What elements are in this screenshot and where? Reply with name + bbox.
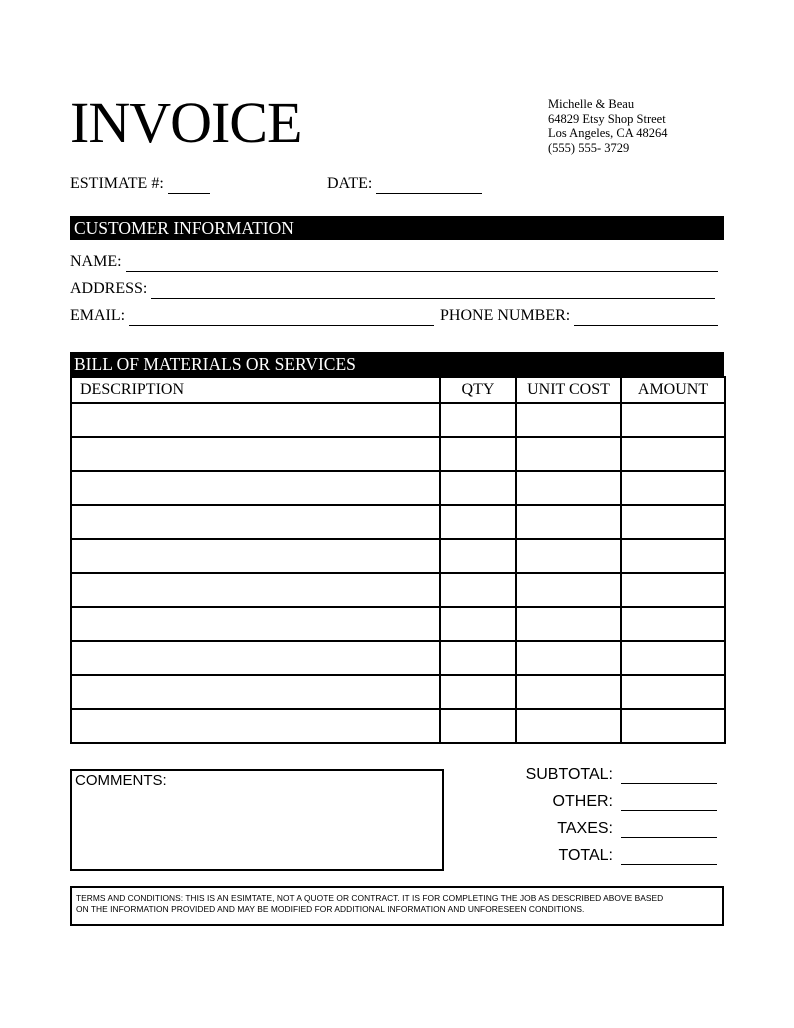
description-cell[interactable]: [71, 641, 440, 675]
amount-cell[interactable]: [621, 437, 725, 471]
description-cell[interactable]: [71, 675, 440, 709]
description-cell[interactable]: [71, 573, 440, 607]
unit-cost-cell[interactable]: [516, 607, 621, 641]
column-header-description: DESCRIPTION: [71, 377, 440, 403]
customer-information-heading: CUSTOMER INFORMATION: [70, 216, 724, 240]
customer-address-label: ADDRESS:: [70, 280, 148, 297]
terms-line-2: ON THE INFORMATION PROVIDED AND MAY BE MODIFIED FOR ADDITIONAL INFORMATION AND UNFORESEEN CONDITIONS.: [76, 904, 585, 914]
amount-cell[interactable]: [621, 471, 725, 505]
table-row: [71, 675, 725, 709]
estimate-number-line[interactable]: [168, 179, 210, 194]
amount-cell[interactable]: [621, 641, 725, 675]
description-cell[interactable]: [71, 437, 440, 471]
date-line[interactable]: [376, 179, 482, 194]
customer-name-line[interactable]: [126, 257, 718, 272]
date-field: [327, 174, 482, 194]
amount-cell[interactable]: [621, 709, 725, 743]
estimate-number-label: ESTIMATE #:: [70, 175, 164, 192]
table-row: [71, 573, 725, 607]
bill-of-materials-heading: BILL OF MATERIALS OR SERVICES: [70, 352, 724, 376]
column-header-unit-cost: UNIT COST: [516, 377, 621, 403]
column-header-amount: AMOUNT: [621, 377, 725, 403]
other-label: OTHER:: [552, 793, 613, 810]
taxes-line[interactable]: [621, 823, 717, 838]
page-title: INVOICE: [70, 90, 302, 155]
taxes-field: [557, 820, 717, 838]
bill-of-materials-table: [70, 376, 726, 744]
customer-phone-line[interactable]: [574, 311, 718, 326]
description-cell[interactable]: [71, 403, 440, 437]
customer-email-field: [70, 306, 434, 326]
unit-cost-cell[interactable]: [516, 641, 621, 675]
qty-cell[interactable]: [440, 505, 516, 539]
amount-cell[interactable]: [621, 675, 725, 709]
table-row: [71, 437, 725, 471]
other-line[interactable]: [621, 796, 717, 811]
unit-cost-cell[interactable]: [516, 675, 621, 709]
qty-cell[interactable]: [440, 471, 516, 505]
description-cell[interactable]: [71, 539, 440, 573]
company-phone: (555) 555- 3729: [548, 140, 630, 155]
table-row: [71, 641, 725, 675]
table-row: [71, 607, 725, 641]
estimate-number-field: [70, 174, 210, 194]
comments-box[interactable]: [70, 769, 444, 871]
amount-cell[interactable]: [621, 403, 725, 437]
subtotal-line[interactable]: [621, 769, 717, 784]
column-header-qty: QTY: [440, 377, 516, 403]
qty-cell[interactable]: [440, 709, 516, 743]
qty-cell[interactable]: [440, 607, 516, 641]
customer-address-line[interactable]: [151, 284, 715, 299]
amount-cell[interactable]: [621, 607, 725, 641]
company-city: Los Angeles, CA 48264: [548, 126, 668, 140]
company-street: 64829 Etsy Shop Street: [548, 111, 666, 126]
table-header-row: [71, 377, 725, 403]
company-address-block: [548, 97, 667, 155]
table-row: [71, 505, 725, 539]
qty-cell[interactable]: [440, 403, 516, 437]
description-cell[interactable]: [71, 709, 440, 743]
unit-cost-cell[interactable]: [516, 505, 621, 539]
customer-email-line[interactable]: [129, 311, 434, 326]
unit-cost-cell[interactable]: [516, 437, 621, 471]
description-cell[interactable]: [71, 471, 440, 505]
total-label: TOTAL:: [558, 847, 613, 864]
unit-cost-cell[interactable]: [516, 471, 621, 505]
customer-phone-field: [440, 306, 718, 326]
date-label: DATE:: [327, 175, 373, 192]
customer-phone-label: PHONE NUMBER:: [440, 307, 571, 324]
subtotal-label: SUBTOTAL:: [525, 766, 613, 783]
customer-name-label: NAME:: [70, 253, 122, 270]
customer-email-label: EMAIL:: [70, 307, 126, 324]
unit-cost-cell[interactable]: [516, 403, 621, 437]
terms-line-1: TERMS AND CONDITIONS: THIS IS AN ESIMTATE, NOT A QUOTE OR CONTRACT. IT IS FOR COMPLETING THE JOB AS DESCRIBED ABOVE BASED: [76, 893, 664, 903]
unit-cost-cell[interactable]: [516, 539, 621, 573]
unit-cost-cell[interactable]: [516, 709, 621, 743]
qty-cell[interactable]: [440, 641, 516, 675]
taxes-label: TAXES:: [557, 820, 613, 837]
customer-address-field: [70, 279, 715, 299]
qty-cell[interactable]: [440, 539, 516, 573]
description-cell[interactable]: [71, 505, 440, 539]
qty-cell[interactable]: [440, 675, 516, 709]
company-name: Michelle & Beau: [548, 97, 635, 111]
amount-cell[interactable]: [621, 505, 725, 539]
qty-cell[interactable]: [440, 437, 516, 471]
table-row: [71, 403, 725, 437]
qty-cell[interactable]: [440, 573, 516, 607]
table-row: [71, 709, 725, 743]
terms-and-conditions-box: [70, 886, 724, 926]
amount-cell[interactable]: [621, 573, 725, 607]
comments-label: COMMENTS:: [75, 772, 167, 789]
amount-cell[interactable]: [621, 539, 725, 573]
total-field: [558, 847, 717, 865]
subtotal-field: [526, 766, 717, 784]
other-field: [553, 793, 717, 811]
table-row: [71, 539, 725, 573]
total-line[interactable]: [621, 850, 717, 865]
unit-cost-cell[interactable]: [516, 573, 621, 607]
description-cell[interactable]: [71, 607, 440, 641]
table-row: [71, 471, 725, 505]
customer-name-field: [70, 252, 718, 272]
